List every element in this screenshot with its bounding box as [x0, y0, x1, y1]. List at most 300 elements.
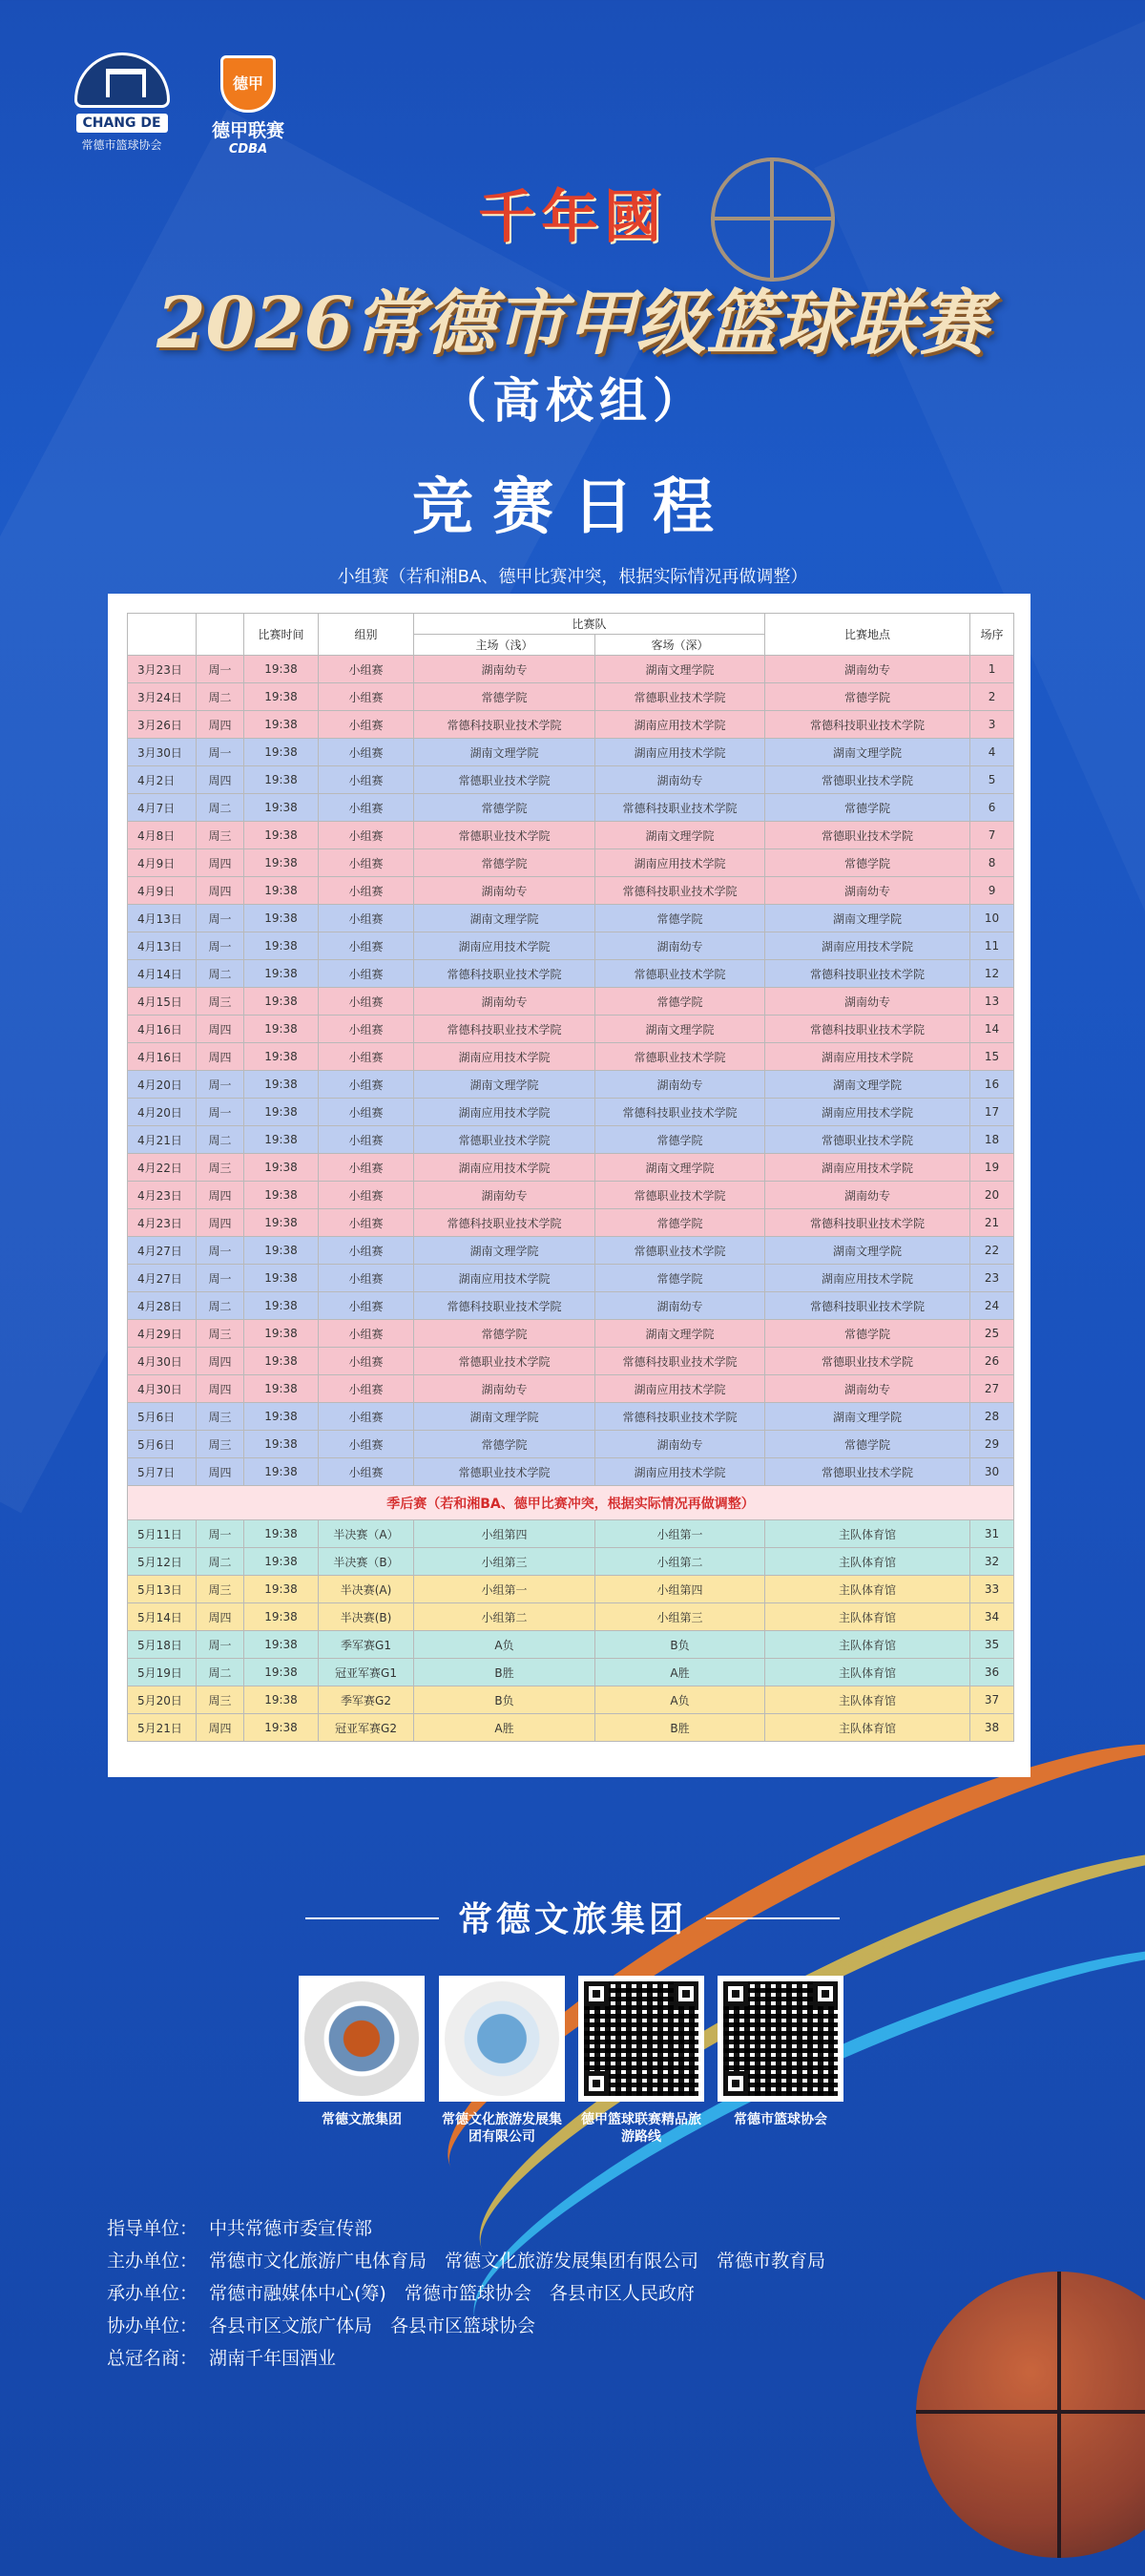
cell-venue: 常德学院 — [765, 1431, 970, 1458]
table-row — [128, 1292, 1014, 1320]
cell-venue: 常德学院 — [765, 683, 970, 711]
cell-away-team: 湖南文理学院 — [595, 1320, 765, 1348]
cell-order: 26 — [970, 1348, 1014, 1375]
cell-date: 5月13日 — [128, 1576, 197, 1603]
cell-time: 19:38 — [244, 766, 319, 794]
qr-code-icon[interactable] — [578, 1976, 704, 2102]
table-row — [128, 1686, 1014, 1714]
cell-order: 16 — [970, 1071, 1014, 1099]
cell-venue: 主队体育馆 — [765, 1548, 970, 1576]
cell-time: 19:38 — [244, 794, 319, 822]
cell-time: 19:38 — [244, 1265, 319, 1292]
cell-day: 周一 — [197, 656, 244, 683]
cell-away-team: 湖南幼专 — [595, 766, 765, 794]
cell-time: 19:38 — [244, 1348, 319, 1375]
cell-away-team: A胜 — [595, 1659, 765, 1686]
cell-away-team: 常德职业技术学院 — [595, 683, 765, 711]
cell-date: 5月11日 — [128, 1520, 197, 1548]
cell-home-team: 湖南应用技术学院 — [414, 1154, 595, 1182]
cell-stage: 小组赛 — [319, 1348, 414, 1375]
cell-day: 周四 — [197, 1016, 244, 1043]
table-row — [128, 739, 1014, 766]
cell-venue: 湖南文理学院 — [765, 1071, 970, 1099]
cell-date: 5月18日 — [128, 1631, 197, 1659]
cell-venue: 常德科技职业技术学院 — [765, 1209, 970, 1237]
credit-guidance: 指导单位： 中共常德市委宣传部 — [107, 2218, 373, 2239]
credit-title-sponsor: 总冠名商： 湖南千年国酒业 — [107, 2348, 337, 2369]
sponsor-brand: 千年國 — [478, 184, 667, 251]
cell-home-team: 湖南应用技术学院 — [414, 1043, 595, 1071]
cell-day: 周三 — [197, 1686, 244, 1714]
cell-time: 19:38 — [244, 849, 319, 877]
cell-stage: 小组赛 — [319, 1375, 414, 1403]
cell-venue: 常德学院 — [765, 1320, 970, 1348]
cell-stage: 冠亚军赛G2 — [319, 1714, 414, 1742]
cell-order: 23 — [970, 1265, 1014, 1292]
cell-order: 12 — [970, 960, 1014, 988]
table-row — [128, 683, 1014, 711]
cell-stage: 小组赛 — [319, 877, 414, 905]
cell-away-team: B胜 — [595, 1714, 765, 1742]
cell-away-team: 常德科技职业技术学院 — [595, 1348, 765, 1375]
cell-stage: 小组赛 — [319, 766, 414, 794]
group-stage-rows — [128, 656, 1014, 1486]
table-row — [128, 1631, 1014, 1659]
credit-host: 主办单位： 常德市文化旅游广电体育局 常德文化旅游发展集团有限公司 常德市教育局 — [107, 2251, 826, 2272]
cell-home-team: 湖南幼专 — [414, 988, 595, 1016]
table-row — [128, 1458, 1014, 1486]
cell-order: 11 — [970, 932, 1014, 960]
header-date — [128, 614, 197, 656]
cell-time: 19:38 — [244, 1548, 319, 1576]
cell-away-team: 湖南应用技术学院 — [595, 739, 765, 766]
cell-date: 4月7日 — [128, 794, 197, 822]
cell-order: 29 — [970, 1431, 1014, 1458]
cell-home-team: 常德学院 — [414, 683, 595, 711]
cell-stage: 小组赛 — [319, 849, 414, 877]
table-row — [128, 1043, 1014, 1071]
schedule-table — [127, 613, 1014, 1742]
cell-venue: 主队体育馆 — [765, 1631, 970, 1659]
cell-away-team: 常德学院 — [595, 905, 765, 932]
cell-order: 34 — [970, 1603, 1014, 1631]
cell-order: 7 — [970, 822, 1014, 849]
schedule-table-card — [108, 594, 1030, 1777]
cell-stage: 冠亚军赛G1 — [319, 1659, 414, 1686]
qr-code-icon[interactable] — [439, 1976, 565, 2102]
cell-date: 3月23日 — [128, 656, 197, 683]
cell-time: 19:38 — [244, 1016, 319, 1043]
cell-date: 5月20日 — [128, 1686, 197, 1714]
cell-time: 19:38 — [244, 683, 319, 711]
cell-time: 19:38 — [244, 1403, 319, 1431]
header-order: 场序 — [970, 614, 1014, 656]
cell-day: 周二 — [197, 1126, 244, 1154]
qr-label: 常德文化旅游发展集团有限公司 — [442, 2112, 562, 2145]
cell-venue: 主队体育馆 — [765, 1576, 970, 1603]
cell-time: 19:38 — [244, 1631, 319, 1659]
table-row — [128, 1659, 1014, 1686]
cell-home-team: 小组第三 — [414, 1548, 595, 1576]
table-row — [128, 1375, 1014, 1403]
header-away: 客场（深） — [595, 635, 765, 656]
cell-day: 周四 — [197, 849, 244, 877]
cell-order: 14 — [970, 1016, 1014, 1043]
cell-order: 33 — [970, 1576, 1014, 1603]
cell-stage: 小组赛 — [319, 739, 414, 766]
cell-order: 18 — [970, 1126, 1014, 1154]
cell-time: 19:38 — [244, 711, 319, 739]
cell-stage: 小组赛 — [319, 683, 414, 711]
cell-day: 周三 — [197, 1431, 244, 1458]
cell-away-team: 常德科技职业技术学院 — [595, 1099, 765, 1126]
cell-away-team: 常德学院 — [595, 1209, 765, 1237]
cell-time: 19:38 — [244, 1099, 319, 1126]
table-row — [128, 1520, 1014, 1548]
cell-order: 4 — [970, 739, 1014, 766]
qr-code-icon[interactable] — [299, 1976, 425, 2102]
cell-home-team: 湖南幼专 — [414, 656, 595, 683]
cell-order: 1 — [970, 656, 1014, 683]
logo-banner: CHANG DE — [76, 114, 168, 133]
cell-venue: 湖南应用技术学院 — [765, 932, 970, 960]
table-row — [128, 1265, 1014, 1292]
cell-stage: 小组赛 — [319, 1071, 414, 1099]
cell-day: 周二 — [197, 1548, 244, 1576]
table-row — [128, 849, 1014, 877]
cell-date: 4月16日 — [128, 1043, 197, 1071]
qr-label: 常德文旅集团 — [322, 2112, 402, 2127]
cell-home-team: B胜 — [414, 1659, 595, 1686]
table-row — [128, 1099, 1014, 1126]
cell-home-team: A负 — [414, 1631, 595, 1659]
cell-date: 4月16日 — [128, 1016, 197, 1043]
cell-away-team: 常德学院 — [595, 988, 765, 1016]
cell-time: 19:38 — [244, 1320, 319, 1348]
table-row — [128, 1548, 1014, 1576]
table-row — [128, 1071, 1014, 1099]
cell-venue: 湖南幼专 — [765, 656, 970, 683]
table-row — [128, 711, 1014, 739]
table-row — [128, 822, 1014, 849]
cell-day: 周三 — [197, 1403, 244, 1431]
cell-stage: 小组赛 — [319, 1126, 414, 1154]
cell-date: 4月20日 — [128, 1071, 197, 1099]
cell-day: 周二 — [197, 1659, 244, 1686]
cell-venue: 主队体育馆 — [765, 1659, 970, 1686]
cell-date: 4月20日 — [128, 1099, 197, 1126]
cell-day: 周四 — [197, 1348, 244, 1375]
cell-order: 20 — [970, 1182, 1014, 1209]
cell-order: 5 — [970, 766, 1014, 794]
table-row — [128, 1714, 1014, 1742]
cell-time: 19:38 — [244, 1659, 319, 1686]
cell-date: 4月22日 — [128, 1154, 197, 1182]
cell-home-team: 湖南文理学院 — [414, 1403, 595, 1431]
cell-away-team: 小组第一 — [595, 1520, 765, 1548]
cell-away-team: 常德学院 — [595, 1126, 765, 1154]
cell-away-team: 湖南文理学院 — [595, 1016, 765, 1043]
table-row — [128, 1431, 1014, 1458]
cell-date: 3月26日 — [128, 711, 197, 739]
table-row — [128, 877, 1014, 905]
cell-date: 4月15日 — [128, 988, 197, 1016]
cell-date: 4月27日 — [128, 1265, 197, 1292]
cell-day: 周四 — [197, 1458, 244, 1486]
qr-code-icon[interactable] — [718, 1976, 843, 2102]
cell-date: 5月7日 — [128, 1458, 197, 1486]
group-stage-note: 小组赛（若和湘BA、德甲比赛冲突，根据实际情况再做调整） — [337, 567, 808, 587]
cell-away-team: 湖南幼专 — [595, 1431, 765, 1458]
header-teams: 比赛队 — [414, 614, 765, 635]
cell-home-team: 湖南文理学院 — [414, 905, 595, 932]
cell-venue: 常德学院 — [765, 794, 970, 822]
cell-venue: 常德科技职业技术学院 — [765, 711, 970, 739]
cell-day: 周三 — [197, 988, 244, 1016]
cell-day: 周四 — [197, 1375, 244, 1403]
cell-order: 36 — [970, 1659, 1014, 1686]
cell-stage: 小组赛 — [319, 822, 414, 849]
logo-name: 德甲联赛 — [211, 120, 284, 141]
cell-order: 15 — [970, 1043, 1014, 1071]
cell-order: 25 — [970, 1320, 1014, 1348]
cell-venue: 常德学院 — [765, 849, 970, 877]
cell-time: 19:38 — [244, 877, 319, 905]
cell-away-team: 湖南文理学院 — [595, 656, 765, 683]
cell-date: 4月9日 — [128, 849, 197, 877]
qr-card — [439, 1976, 565, 2146]
table-row — [128, 1603, 1014, 1631]
cell-stage: 小组赛 — [319, 1458, 414, 1486]
cell-time: 19:38 — [244, 1182, 319, 1209]
cell-date: 4月13日 — [128, 932, 197, 960]
cell-venue: 常德职业技术学院 — [765, 822, 970, 849]
table-row — [128, 1576, 1014, 1603]
cell-order: 22 — [970, 1237, 1014, 1265]
cell-stage: 小组赛 — [319, 1237, 414, 1265]
cell-time: 19:38 — [244, 1292, 319, 1320]
qr-card — [718, 1976, 843, 2128]
cell-home-team: 小组第四 — [414, 1520, 595, 1548]
credit-organizer: 承办单位： 常德市融媒体中心(筹) 常德市篮球协会 各县市区人民政府 — [107, 2283, 695, 2304]
cell-date: 5月19日 — [128, 1659, 197, 1686]
cell-order: 32 — [970, 1548, 1014, 1576]
cell-stage: 季军赛G2 — [319, 1686, 414, 1714]
cell-home-team: 常德学院 — [414, 849, 595, 877]
cell-time: 19:38 — [244, 656, 319, 683]
cell-stage: 小组赛 — [319, 711, 414, 739]
cell-away-team: 湖南应用技术学院 — [595, 849, 765, 877]
cell-home-team: 湖南文理学院 — [414, 739, 595, 766]
cell-order: 27 — [970, 1375, 1014, 1403]
cell-time: 19:38 — [244, 1431, 319, 1458]
cell-time: 19:38 — [244, 905, 319, 932]
cell-date: 4月14日 — [128, 960, 197, 988]
cell-away-team: 小组第二 — [595, 1548, 765, 1576]
cell-venue: 主队体育馆 — [765, 1603, 970, 1631]
credits — [107, 2212, 1061, 2375]
cell-home-team: 常德科技职业技术学院 — [414, 1209, 595, 1237]
cell-venue: 湖南幼专 — [765, 877, 970, 905]
cell-away-team: 常德学院 — [595, 1265, 765, 1292]
table-row — [128, 1320, 1014, 1348]
cell-day: 周二 — [197, 794, 244, 822]
cell-day: 周四 — [197, 1714, 244, 1742]
cell-time: 19:38 — [244, 1458, 319, 1486]
cell-stage: 小组赛 — [319, 1431, 414, 1458]
cell-time: 19:38 — [244, 1209, 319, 1237]
cell-away-team: 常德职业技术学院 — [595, 960, 765, 988]
cell-time: 19:38 — [244, 988, 319, 1016]
cell-stage: 半决赛(A) — [319, 1576, 414, 1603]
logo-name: 常德市篮球协会 — [81, 138, 162, 152]
cell-away-team: 小组第三 — [595, 1603, 765, 1631]
cell-day: 周三 — [197, 1320, 244, 1348]
qr-label: 德甲篮球联赛精品旅游路线 — [581, 2112, 701, 2145]
cell-time: 19:38 — [244, 960, 319, 988]
cell-order: 6 — [970, 794, 1014, 822]
cell-date: 4月9日 — [128, 877, 197, 905]
cell-day: 周一 — [197, 739, 244, 766]
cell-order: 31 — [970, 1520, 1014, 1548]
cdba-logo — [200, 55, 296, 157]
cell-home-team: 小组第一 — [414, 1576, 595, 1603]
cell-home-team: 湖南幼专 — [414, 1182, 595, 1209]
cell-away-team: 常德科技职业技术学院 — [595, 794, 765, 822]
cell-venue: 湖南文理学院 — [765, 739, 970, 766]
cell-away-team: A负 — [595, 1686, 765, 1714]
table-row — [128, 1182, 1014, 1209]
cell-stage: 小组赛 — [319, 794, 414, 822]
cell-time: 19:38 — [244, 1375, 319, 1403]
cell-home-team: 常德职业技术学院 — [414, 1458, 595, 1486]
header-group: 组别 — [319, 614, 414, 656]
cell-stage: 小组赛 — [319, 1016, 414, 1043]
cell-time: 19:38 — [244, 822, 319, 849]
playoff-rows — [128, 1520, 1014, 1742]
cell-order: 10 — [970, 905, 1014, 932]
cell-date: 4月23日 — [128, 1182, 197, 1209]
cell-stage: 小组赛 — [319, 1403, 414, 1431]
cell-away-team: 湖南应用技术学院 — [595, 711, 765, 739]
cell-day: 周四 — [197, 1043, 244, 1071]
cell-home-team: 常德学院 — [414, 794, 595, 822]
cell-venue: 湖南应用技术学院 — [765, 1043, 970, 1071]
cell-time: 19:38 — [244, 1520, 319, 1548]
cell-home-team: 常德科技职业技术学院 — [414, 960, 595, 988]
cell-order: 30 — [970, 1458, 1014, 1486]
cell-venue: 常德职业技术学院 — [765, 1458, 970, 1486]
cell-day: 周三 — [197, 822, 244, 849]
cell-away-team: 湖南幼专 — [595, 1292, 765, 1320]
cell-stage: 小组赛 — [319, 1043, 414, 1071]
cell-stage: 半决赛（B） — [319, 1548, 414, 1576]
qr-card — [299, 1976, 425, 2128]
table-row — [128, 1209, 1014, 1237]
table-row — [128, 1126, 1014, 1154]
cell-time: 19:38 — [244, 1686, 319, 1714]
shield-icon: 德甲 — [220, 55, 276, 113]
cell-day: 周四 — [197, 711, 244, 739]
logo-en: CDBA — [228, 142, 268, 157]
cell-venue: 湖南文理学院 — [765, 1403, 970, 1431]
divider-line — [706, 1917, 840, 1919]
table-row — [128, 1348, 1014, 1375]
cell-venue: 常德科技职业技术学院 — [765, 1016, 970, 1043]
cell-venue: 湖南幼专 — [765, 988, 970, 1016]
cell-home-team: 湖南文理学院 — [414, 1237, 595, 1265]
cell-venue: 湖南文理学院 — [765, 1237, 970, 1265]
cell-order: 17 — [970, 1099, 1014, 1126]
cell-home-team: 湖南应用技术学院 — [414, 1265, 595, 1292]
table-row — [128, 1237, 1014, 1265]
cell-venue: 主队体育馆 — [765, 1714, 970, 1742]
cell-order: 37 — [970, 1686, 1014, 1714]
cell-order: 38 — [970, 1714, 1014, 1742]
cell-home-team: 常德科技职业技术学院 — [414, 1292, 595, 1320]
cell-date: 5月6日 — [128, 1431, 197, 1458]
playoff-note: 季后赛（若和湘BA、德甲比赛冲突，根据实际情况再做调整） — [128, 1486, 1014, 1520]
cell-stage: 小组赛 — [319, 656, 414, 683]
cell-home-team: 湖南幼专 — [414, 1375, 595, 1403]
cell-venue: 常德职业技术学院 — [765, 1348, 970, 1375]
cell-order: 21 — [970, 1209, 1014, 1237]
page-title: 2026常德市甲级篮球联赛 — [156, 283, 989, 365]
cell-home-team: 常德职业技术学院 — [414, 1348, 595, 1375]
cell-order: 8 — [970, 849, 1014, 877]
cell-home-team: 常德职业技术学院 — [414, 1126, 595, 1154]
cell-stage: 小组赛 — [319, 960, 414, 988]
cell-stage: 小组赛 — [319, 1292, 414, 1320]
cell-date: 3月30日 — [128, 739, 197, 766]
cell-stage: 小组赛 — [319, 932, 414, 960]
cell-day: 周一 — [197, 1099, 244, 1126]
cell-stage: 半决赛（A） — [319, 1520, 414, 1548]
cell-venue: 湖南文理学院 — [765, 905, 970, 932]
cell-time: 19:38 — [244, 1126, 319, 1154]
header-day — [197, 614, 244, 656]
cell-day: 周一 — [197, 1520, 244, 1548]
cell-stage: 季军赛G1 — [319, 1631, 414, 1659]
cell-date: 4月21日 — [128, 1126, 197, 1154]
cell-home-team: 小组第二 — [414, 1603, 595, 1631]
cell-home-team: 湖南文理学院 — [414, 1071, 595, 1099]
cell-venue: 湖南应用技术学院 — [765, 1265, 970, 1292]
cell-time: 19:38 — [244, 932, 319, 960]
cell-order: 19 — [970, 1154, 1014, 1182]
table-row — [128, 988, 1014, 1016]
cell-away-team: 湖南文理学院 — [595, 1154, 765, 1182]
cell-time: 19:38 — [244, 1154, 319, 1182]
cell-away-team: 常德科技职业技术学院 — [595, 1403, 765, 1431]
cell-date: 5月21日 — [128, 1714, 197, 1742]
cell-home-team: 湖南应用技术学院 — [414, 932, 595, 960]
cell-day: 周二 — [197, 1292, 244, 1320]
header-venue: 比赛地点 — [765, 614, 970, 656]
cell-time: 19:38 — [244, 1714, 319, 1742]
cell-day: 周一 — [197, 1265, 244, 1292]
table-row — [128, 1403, 1014, 1431]
cell-day: 周四 — [197, 1182, 244, 1209]
cell-date: 4月29日 — [128, 1320, 197, 1348]
cell-venue: 主队体育馆 — [765, 1686, 970, 1714]
cell-venue: 常德科技职业技术学院 — [765, 1292, 970, 1320]
cell-date: 5月12日 — [128, 1548, 197, 1576]
cell-date: 4月30日 — [128, 1375, 197, 1403]
cell-away-team: 湖南文理学院 — [595, 822, 765, 849]
table-row — [128, 656, 1014, 683]
cell-day: 周四 — [197, 877, 244, 905]
